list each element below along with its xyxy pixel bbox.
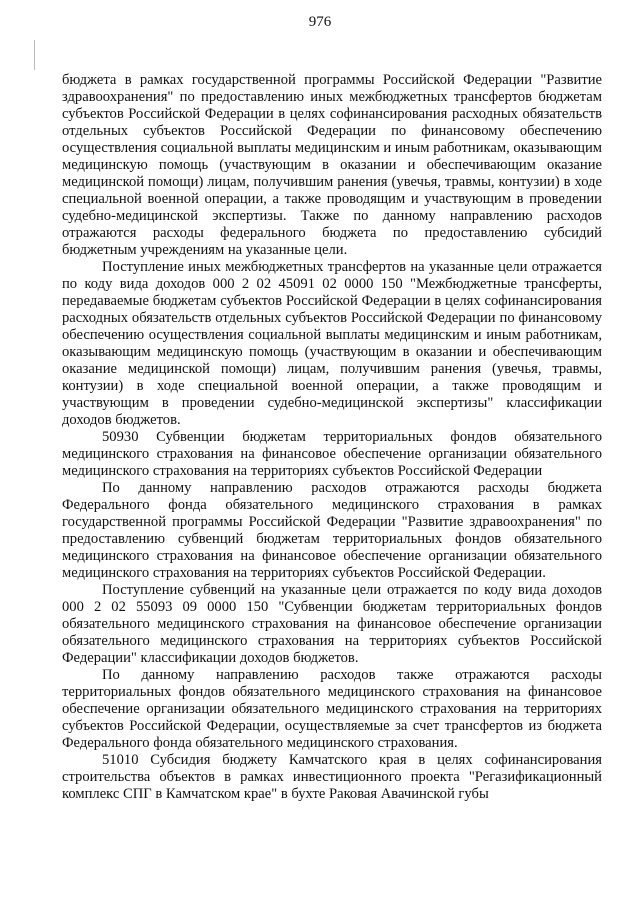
paragraph-income-transfers: Поступление иных межбюджетных трансфертов на указанные цели отражается по коду вида доходов 000 2 02 45091 02 0000 150 "Межбюджетные трансферты, передаваемые бюджетам субъектов Российской Федерации в целях софинансирования расходных обязательств отдельных субъектов Российской Федерации по финансовому обеспечению осуществления социальной выплаты медицинским и иным работникам, оказывающим медицинскую помощь (участвующим в оказании и обеспечивающим оказание медицинской помощи) лицам, получившим ранения (увечья, травмы, контузии) в ходе специальной военной операции, а также проводящим и участвующим в проведении судебно-медицинской экспертизы" классификации доходов бюджетов. <box>62 259 602 428</box>
paragraph-heading-51010: 51010 Субсидия бюджету Камчатского края в целях софинансирования строительства объектов в рамках инвестиционного проекта "Регазификационный комплекс СПГ в Камчатском крае" в бухте Раковая Авачинской губы <box>62 752 602 802</box>
scan-edge-mark <box>34 40 35 70</box>
paragraph-heading-50930: 50930 Субвенции бюджетам территориальных фондов обязательного медицинского страхования на финансовое обеспечение организации обязательного медицинского страхования на территориях субъектов Российской Федерации <box>62 429 602 479</box>
paragraph-territorial-funds: По данному направлению расходов также отражаются расходы территориальных фондов обязательного медицинского страхования на финансовое обеспечение организации обязательного медицинского страхования на территориях субъектов Российской Федерации, осуществляемые за счет трансфертов из бюджета Федерального фонда обязательного медицинского страхования. <box>62 667 602 751</box>
page-number: 976 <box>308 14 332 30</box>
paragraph-continuation: бюджета в рамках государственной программы Российской Федерации "Развитие здравоохранения" по предоставлению иных межбюджетных трансфертов бюджетам субъектов Российской Федерации в целях софинансирования расходных обязательств отдельных субъектов Российской Федерации по финансовому обеспечению осуществления социальной выплаты медицинским и иным работникам, оказывающим медицинскую помощь (участвующим в оказании и обеспечивающим оказание медицинской помощи) лицам, получившим ранения (увечья, травмы, контузии) в ходе специальной военной операции, а также проводящим и участвующим в проведении судебно-медицинской экспертизы. Также по данному направлению расходов отражаются расходы федерального бюджета по предоставлению субсидий бюджетным учреждениям на указанные цели. <box>62 72 602 258</box>
paragraph-ffoms-expenses: По данному направлению расходов отражаются расходы бюджета Федерального фонда обязательного медицинского страхования в рамках государственной программы Российской Федерации "Развитие здравоохранения" по предоставлению субвенций бюджетам территориальных фондов обязательного медицинского страхования на финансовое обеспечение организации обязательного медицинского страхования на территориях субъектов Российской Федерации. <box>62 480 602 581</box>
document-body <box>62 72 602 803</box>
paragraph-subvention-income: Поступление субвенций на указанные цели отражается по коду вида доходов 000 2 02 55093 09 0000 150 "Субвенции бюджетам территориальных фондов обязательного медицинского страхования на финансовое обеспечение организации обязательного медицинского страхования на территориях субъектов Российской Федерации" классификации доходов бюджетов. <box>62 582 602 666</box>
